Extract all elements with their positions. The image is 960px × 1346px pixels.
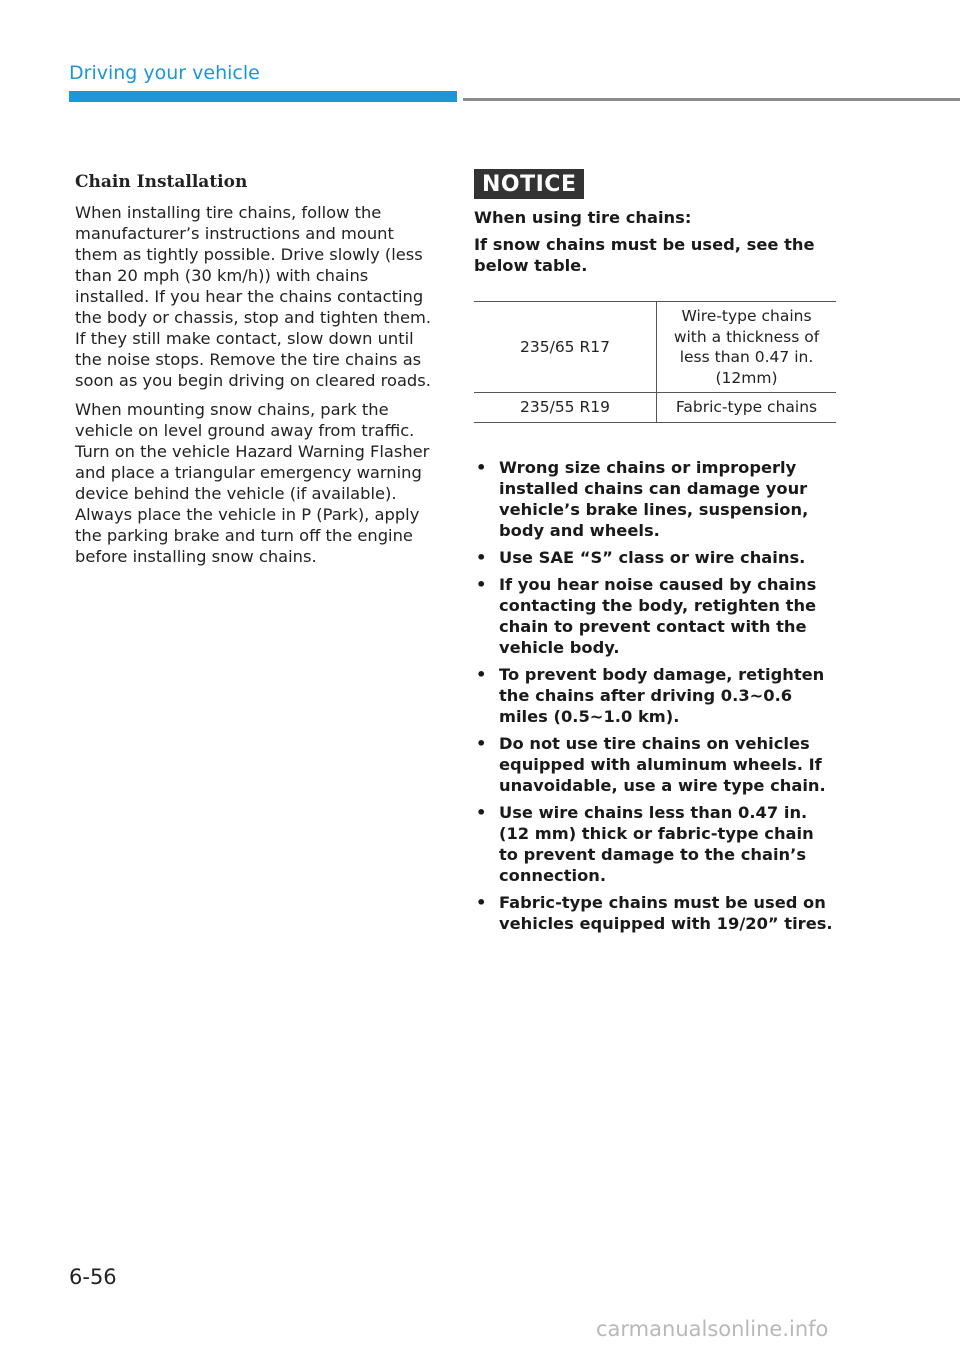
list-item (474, 457, 836, 541)
list-item (474, 733, 836, 796)
list-item (474, 547, 836, 568)
list-item (474, 892, 836, 934)
tire-size-cell: 235/55 R19 (474, 393, 657, 423)
list-item-text: To prevent body damage, retighten the chains after driving 0.3~0.6 miles (0.5~1.0 km). (499, 664, 825, 726)
notice-badge: NOTICE (474, 169, 584, 199)
notice-box (474, 169, 836, 940)
header-divider-rule (463, 98, 960, 101)
section-header-title: Driving your vehicle (69, 62, 260, 84)
bullet-icon: • (476, 802, 487, 822)
chain-type-cell: Wire-type chains with a thickness of less than 0.47 in. (12mm) (657, 302, 837, 393)
bullet-icon: • (476, 574, 487, 594)
tire-size-cell: 235/65 R17 (474, 302, 657, 393)
notice-instruction: If snow chains must be used, see the below table. (474, 235, 815, 275)
list-item (474, 802, 836, 886)
list-item-text: Fabric-type chains must be used on vehicles equipped with 19/20” tires. (499, 892, 833, 933)
page-number: 6-56 (69, 1265, 117, 1289)
left-column (75, 172, 440, 575)
list-item-text: Wrong size chains or improperly installed chains can damage your vehicle’s brake lines, suspension, body and wheels. (499, 457, 809, 540)
table-row (474, 302, 836, 393)
chain-size-table (474, 301, 836, 423)
bullet-icon: • (476, 664, 487, 684)
chain-type-cell: Fabric-type chains (657, 393, 837, 423)
notice-intro: When using tire chains: (474, 208, 692, 227)
section-heading: Chain Installation (75, 172, 248, 192)
list-item (474, 664, 836, 727)
header-accent-rule (69, 91, 457, 102)
bullet-icon: • (476, 457, 487, 477)
table-row (474, 393, 836, 423)
list-item-text: Do not use tire chains on vehicles equipped with aluminum wheels. If unavoidable, use a wire type chain. (499, 733, 826, 795)
bullet-icon: • (476, 892, 487, 912)
bullet-icon: • (476, 547, 487, 567)
list-item-text: Use SAE “S” class or wire chains. (499, 547, 806, 567)
list-item (474, 574, 836, 658)
list-item-text: If you hear noise caused by chains contacting the body, retighten the chain to prevent contact with the vehicle body. (499, 574, 817, 657)
notice-bullet-list (474, 457, 836, 934)
bullet-icon: • (476, 733, 487, 753)
body-paragraph: When mounting snow chains, park the vehicle on level ground away from traffic. Turn on the vehicle Hazard Warning Flasher and place a triangular emergency warning device behind the vehicle (if available). Always place the vehicle in P (Park), apply the parking brake and turn off the engine before installing snow chains. (75, 400, 430, 566)
body-paragraph: When installing tire chains, follow the manufacturer’s instructions and mount them as tightly possible. Drive slowly (less than 20 mph (30 km/h)) with chains installed. If you hear the chains contacting the body or chassis, stop and tighten them. If they still make contact, slow down until the noise stops. Remove the tire chains as soon as you begin driving on cleared roads. (75, 203, 432, 390)
list-item-text: Use wire chains less than 0.47 in. (12 mm) thick or fabric-type chain to prevent damage to the chain’s connection. (499, 802, 814, 885)
watermark: carmanualsonline.info (596, 1317, 829, 1341)
